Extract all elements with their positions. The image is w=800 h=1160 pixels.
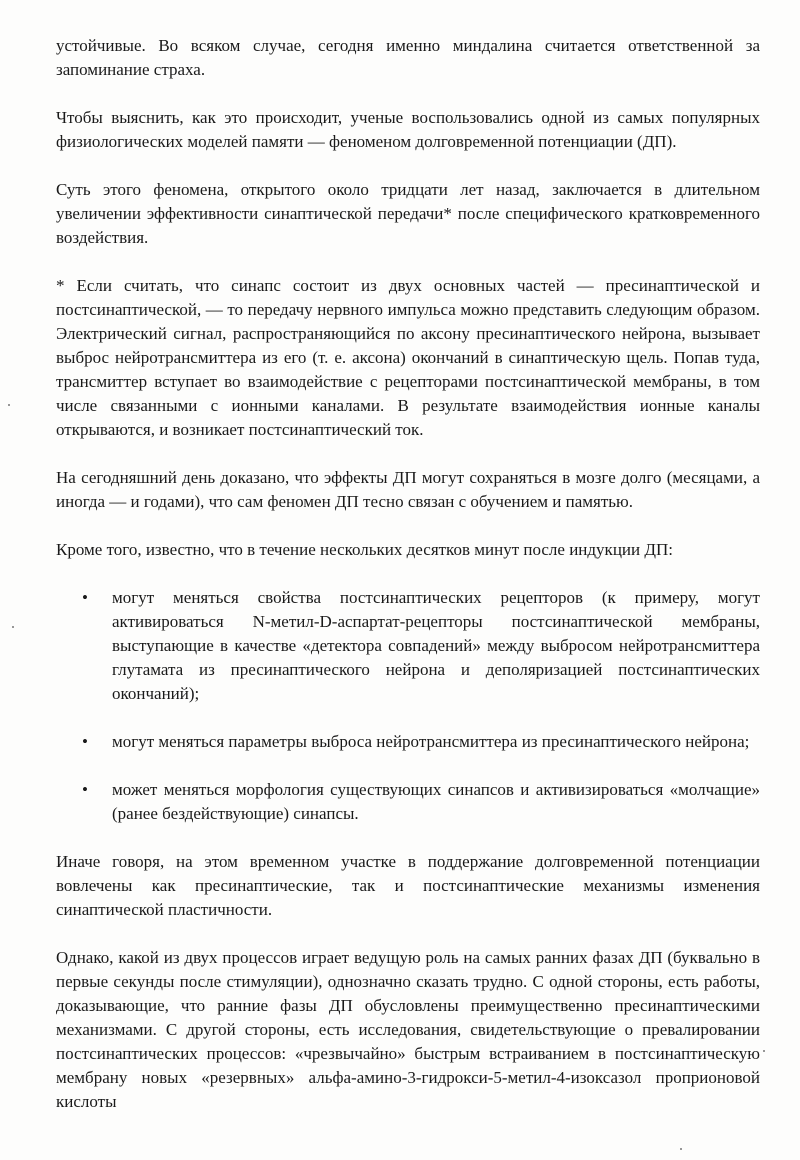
bullet-icon: • (82, 588, 88, 607)
paragraph-8: Однако, какой из двух процессов играет ведущую роль на самых ранних фазах ДП (буквально в первые секунды после стимуляции), однозначно сказать трудно. С одной стороны, есть работы, доказывающие, что ранние фазы ДП обусловлены преимущественно пресинаптическими механизмами. С другой стороны, есть исследования, свидетельствующие о превалировании постсинаптических процессов: «чрезвычайно» быстрым встраиванием в постсинаптическую мембрану новых «резервных» альфа-амино-3-гидрокси-5-метил-4-изоксазол проприоновой кислоты (56, 948, 760, 1111)
paragraph-6: Кроме того, известно, что в течение нескольких десятков минут после индукции ДП: (56, 540, 673, 559)
paragraph-2: Чтобы выяснить, как это происходит, ученые воспользовались одной из самых популярных физиологических моделей памяти — феноменом долговременной потенциации (ДП). (56, 108, 760, 151)
scan-speck (763, 1050, 765, 1052)
bullet-list (56, 586, 760, 826)
footnote-paragraph: * Если считать, что синапс состоит из двух основных частей — пресинаптической и постсинаптической, — то передачу нервного импульса можно представить следующим образом. Электрический сигнал, распространяющийся по аксону пресинаптического нейрона, вызывает выброс нейротрансмиттера из его (т. е. аксона) окончаний в синаптическую щель. Попав туда, трансмиттер вступает во взаимодействие с рецепторами постсинаптической мембраны, в том числе связанными с ионными каналами. В результате взаимодействия ионные каналы открываются, и возникает постсинаптический ток. (56, 276, 760, 439)
paragraph-5: На сегодняшний день доказано, что эффекты ДП могут сохраняться в мозге долго (месяцами, а иногда — и годами), что сам феномен ДП тесно связан с обучением и памятью. (56, 468, 760, 511)
paragraph-1: устойчивые. Во всяком случае, сегодня именно миндалина считается ответственной за запоминание страха. (56, 36, 760, 79)
list-item (82, 730, 760, 754)
paragraph-3: Суть этого феномена, открытого около тридцати лет назад, заключается в длительном увеличении эффективности синаптической передачи* после специфического кратковременного воздействия. (56, 180, 760, 247)
list-item-text: может меняться морфология существующих синапсов и активизироваться «молчащие» (ранее бездействующие) синапсы. (112, 780, 760, 823)
list-item (82, 586, 760, 706)
list-item-text: могут меняться свойства постсинаптических рецепторов (к примеру, могут активироваться N-метил-D-аспартат-рецепторы постсинаптической мембраны, выступающие в качестве «детектора совпадений» между выбросом нейротрансмиттера глутамата из пресинаптического нейрона и деполяризацией постсинаптических окончаний); (112, 588, 760, 703)
list-item (82, 778, 760, 826)
bullet-icon: • (82, 780, 88, 799)
scan-speck (680, 1148, 682, 1150)
bullet-icon: • (82, 732, 88, 751)
scan-speck (8, 404, 10, 406)
paragraph-7: Иначе говоря, на этом временном участке в поддержание долговременной потенциации вовлечены как пресинаптические, так и постсинаптические механизмы изменения синаптической пластичности. (56, 852, 760, 919)
scan-speck (12, 626, 14, 628)
list-item-text: могут меняться параметры выброса нейротрансмиттера из пресинаптического нейрона; (112, 732, 750, 751)
